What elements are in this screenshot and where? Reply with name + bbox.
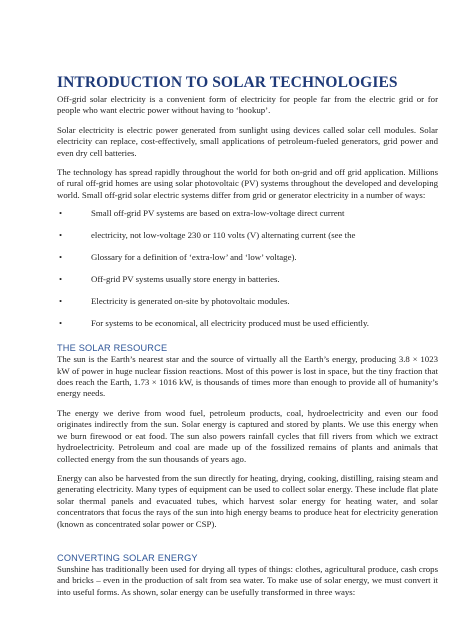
list-item bbox=[57, 274, 438, 285]
bullet-icon: • bbox=[59, 296, 63, 307]
section-heading-solar-resource: THE SOLAR RESOURCE bbox=[57, 343, 168, 354]
bullet-icon: • bbox=[59, 318, 63, 329]
intro-paragraph-3: The technology has spread rapidly throughout the world for both on-grid and off grid application. Millions of rural off-grid homes are using solar photovoltaic (PV) systems throughout the developed and developing world. Small off-grid solar electric systems differ from grid or generator electricity in a number of ways: bbox=[57, 167, 438, 200]
list-item-text: Glossary for a definition of ‘extra-low’ and ‘low’ voltage). bbox=[91, 252, 297, 263]
bullet-icon: • bbox=[59, 208, 63, 219]
list-item bbox=[57, 318, 438, 329]
bullet-icon: • bbox=[59, 230, 63, 241]
bullet-icon: • bbox=[59, 274, 63, 285]
page-title: INTRODUCTION TO SOLAR TECHNOLOGIES bbox=[57, 74, 398, 91]
list-item-text: Small off-grid PV systems are based on extra-low-voltage direct current bbox=[91, 208, 345, 219]
list-item bbox=[57, 230, 438, 241]
bullet-list bbox=[57, 208, 438, 329]
solar-resource-paragraph-3: Energy can also be harvested from the sun directly for heating, drying, cooking, distilling, raising steam and generating electricity. Many types of equipment can be used to collect solar energy. These include flat plate solar thermal panels and evacuated tubes, which harvest solar energy for heating water, and solar concentrators that focus the rays of the sun into high energy beams to produce heat for electricity generation (known as concentrated solar power or CSP). bbox=[57, 472, 438, 529]
bullet-icon: • bbox=[59, 252, 63, 263]
solar-resource-paragraph-1: The sun is the Earth’s nearest star and the source of virtually all the Earth’s energy, producing 3.8 × 1023 kW of power in huge nuclear fission reactions. Most of this power is lost in space, but the tiny fraction that does reach the Earth, 1.73 × 1016 kW, is thousands of times more than enough to provide all of humanity’s energy needs. bbox=[57, 354, 438, 399]
list-item-text: Off-grid PV systems usually store energy in batteries. bbox=[91, 274, 280, 285]
list-item bbox=[57, 208, 438, 219]
intro-paragraph-1: Off-grid solar electricity is a convenient form of electricity for people far from the electric grid or for people who want electric power without having to ‘hookup’. bbox=[57, 94, 438, 116]
list-item-text: For systems to be economical, all electricity produced must be used efficiently. bbox=[91, 318, 369, 329]
list-item bbox=[57, 296, 438, 307]
list-item-text: Electricity is generated on-site by photovoltaic modules. bbox=[91, 296, 290, 307]
section-heading-converting: CONVERTING SOLAR ENERGY bbox=[57, 552, 198, 563]
list-item-text: electricity, not low-voltage 230 or 110 volts (V) alternating current (see the bbox=[91, 230, 356, 241]
list-item bbox=[57, 252, 438, 263]
solar-resource-paragraph-2: The energy we derive from wood fuel, petroleum products, coal, hydroelectricity and even our food originates indirectly from the sun. Solar energy is captured and stored by plants. We use this energy when we burn firewood or eat food. The sun also powers rainfall cycles that fill rivers from which we extract hydroelectricity. Petroleum and coal are made up of the fossilized remains of plants and animals that collected energy from the sun thousands of years ago. bbox=[57, 407, 438, 464]
converting-paragraph-1: Sunshine has traditionally been used for drying all types of things: clothes, agricultural produce, cash crops and bricks – even in the production of salt from sea water. To make use of solar energy, we must convert it into useful forms. As shown, solar energy can be usefully transformed in three ways: bbox=[57, 563, 438, 597]
intro-paragraph-2: Solar electricity is electric power generated from sunlight using devices called solar cell modules. Solar electricity can replace, cost-effectively, small applications of petroleum-fueled generators, grid power and even dry cell batteries. bbox=[57, 124, 438, 158]
